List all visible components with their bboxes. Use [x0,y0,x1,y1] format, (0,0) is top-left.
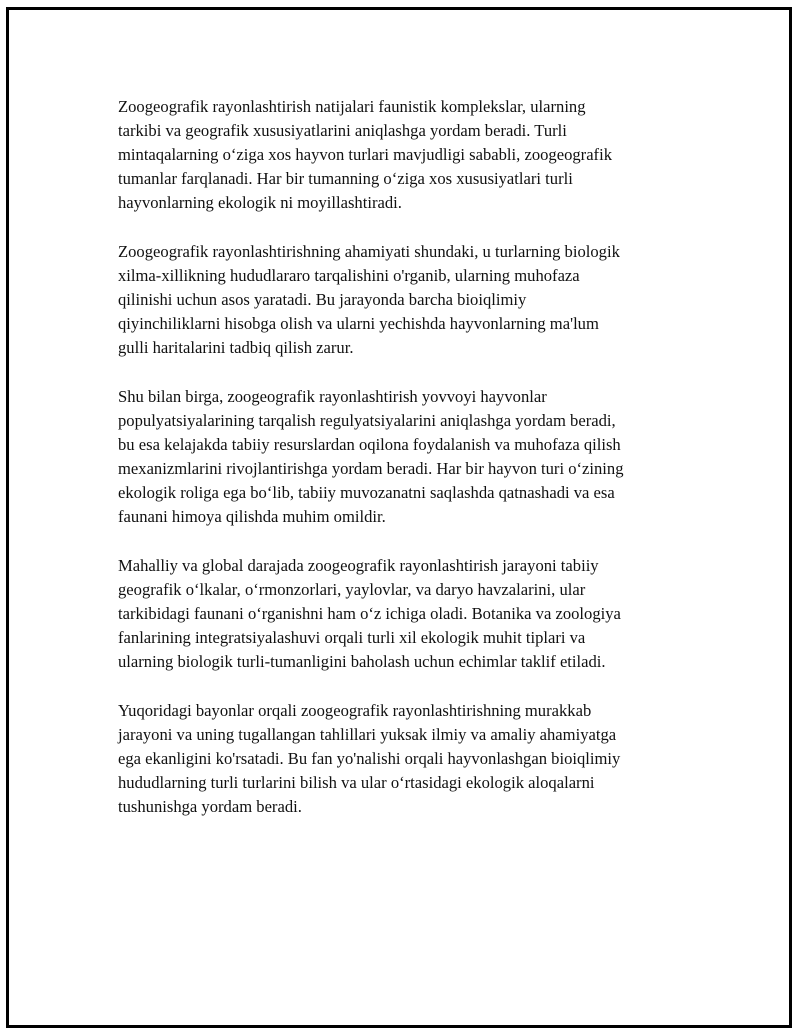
paragraph-2 [118,240,688,360]
text-line: mintaqalarning o‘ziga xos hayvon turlari mavjudligi sababli, zoogeografik [118,145,612,164]
text-line: tarkibi va geografik xususiyatlarini aniqlashga yordam beradi. Turli [118,121,567,140]
paragraph-5 [118,699,688,819]
text-line: tushunishga yordam beradi. [118,797,302,816]
text-line: qiyinchiliklarni hisobga olish va ularni yechishda hayvonlarning ma'lum [118,314,599,333]
paragraph-1 [118,95,688,215]
text-line: Yuqoridagi bayonlar orqali zoogeografik rayonlashtirishning murakkab [118,701,592,720]
text-line: ularning biologik turli-tumanligini baholash uchun echimlar taklif etiladi. [118,652,606,671]
text-line: tarkibidagi faunani o‘rganishni ham o‘z ichiga oladi. Botanika va zoologiya [118,604,621,623]
text-line: qilinishi uchun asos yaratadi. Bu jarayonda barcha bioiqlimiy [118,290,527,309]
text-line: hayvonlarning ekologik ni moyillashtiradi. [118,193,402,212]
text-line: jarayoni va uning tugallangan tahlillari yuksak ilmiy va amaliy ahamiyatga [118,725,617,744]
text-line: tumanlar farqlanadi. Har bir tumanning o‘ziga xos xususiyatlari turli [118,169,573,188]
text-line: fanlarining integratsiyalashuvi orqali turli xil ekologik muhit tiplari va [118,628,586,647]
text-line: xilma-xillikning hududlararo tarqalishini o'rganib, ularning muhofaza [118,266,580,285]
text-line: ega ekanligini ko'rsatadi. Bu fan yo'nalishi orqali hayvonlashgan bioiqlimiy [118,749,621,768]
text-line: Zoogeografik rayonlashtirishning ahamiyati shundaki, u turlarning biologik [118,242,620,261]
text-line: Zoogeografik rayonlashtirish natijalari faunistik komplekslar, ularning [118,97,586,116]
text-line: geografik o‘lkalar, o‘rmonzorlari, yaylovlar, va daryo havzalarini, ular [118,580,586,599]
text-line: bu esa kelajakda tabiiy resurslardan oqilona foydalanish va muhofaza qilish [118,435,621,454]
text-line: gulli haritalarini tadbiq qilish zarur. [118,338,354,357]
text-line: mexanizmlarini rivojlantirishga yordam beradi. Har bir hayvon turi o‘zining [118,459,624,478]
text-line: populyatsiyalarining tarqalish regulyatsiyalarini aniqlashga yordam beradi, [118,411,616,430]
text-line: Mahalliy va global darajada zoogeografik rayonlashtirish jarayoni tabiiy [118,556,599,575]
document-body [118,95,688,844]
text-line: faunani himoya qilishda muhim omildir. [118,507,386,526]
text-line: Shu bilan birga, zoogeografik rayonlashtirish yovvoyi hayvonlar [118,387,547,406]
text-line: hududlarning turli turlarini bilish va ular o‘rtasidagi ekologik aloqalarni [118,773,595,792]
text-line: ekologik roliga ega bo‘lib, tabiiy muvozanatni saqlashda qatnashadi va esa [118,483,615,502]
paragraph-3 [118,385,688,529]
paragraph-4 [118,554,688,674]
